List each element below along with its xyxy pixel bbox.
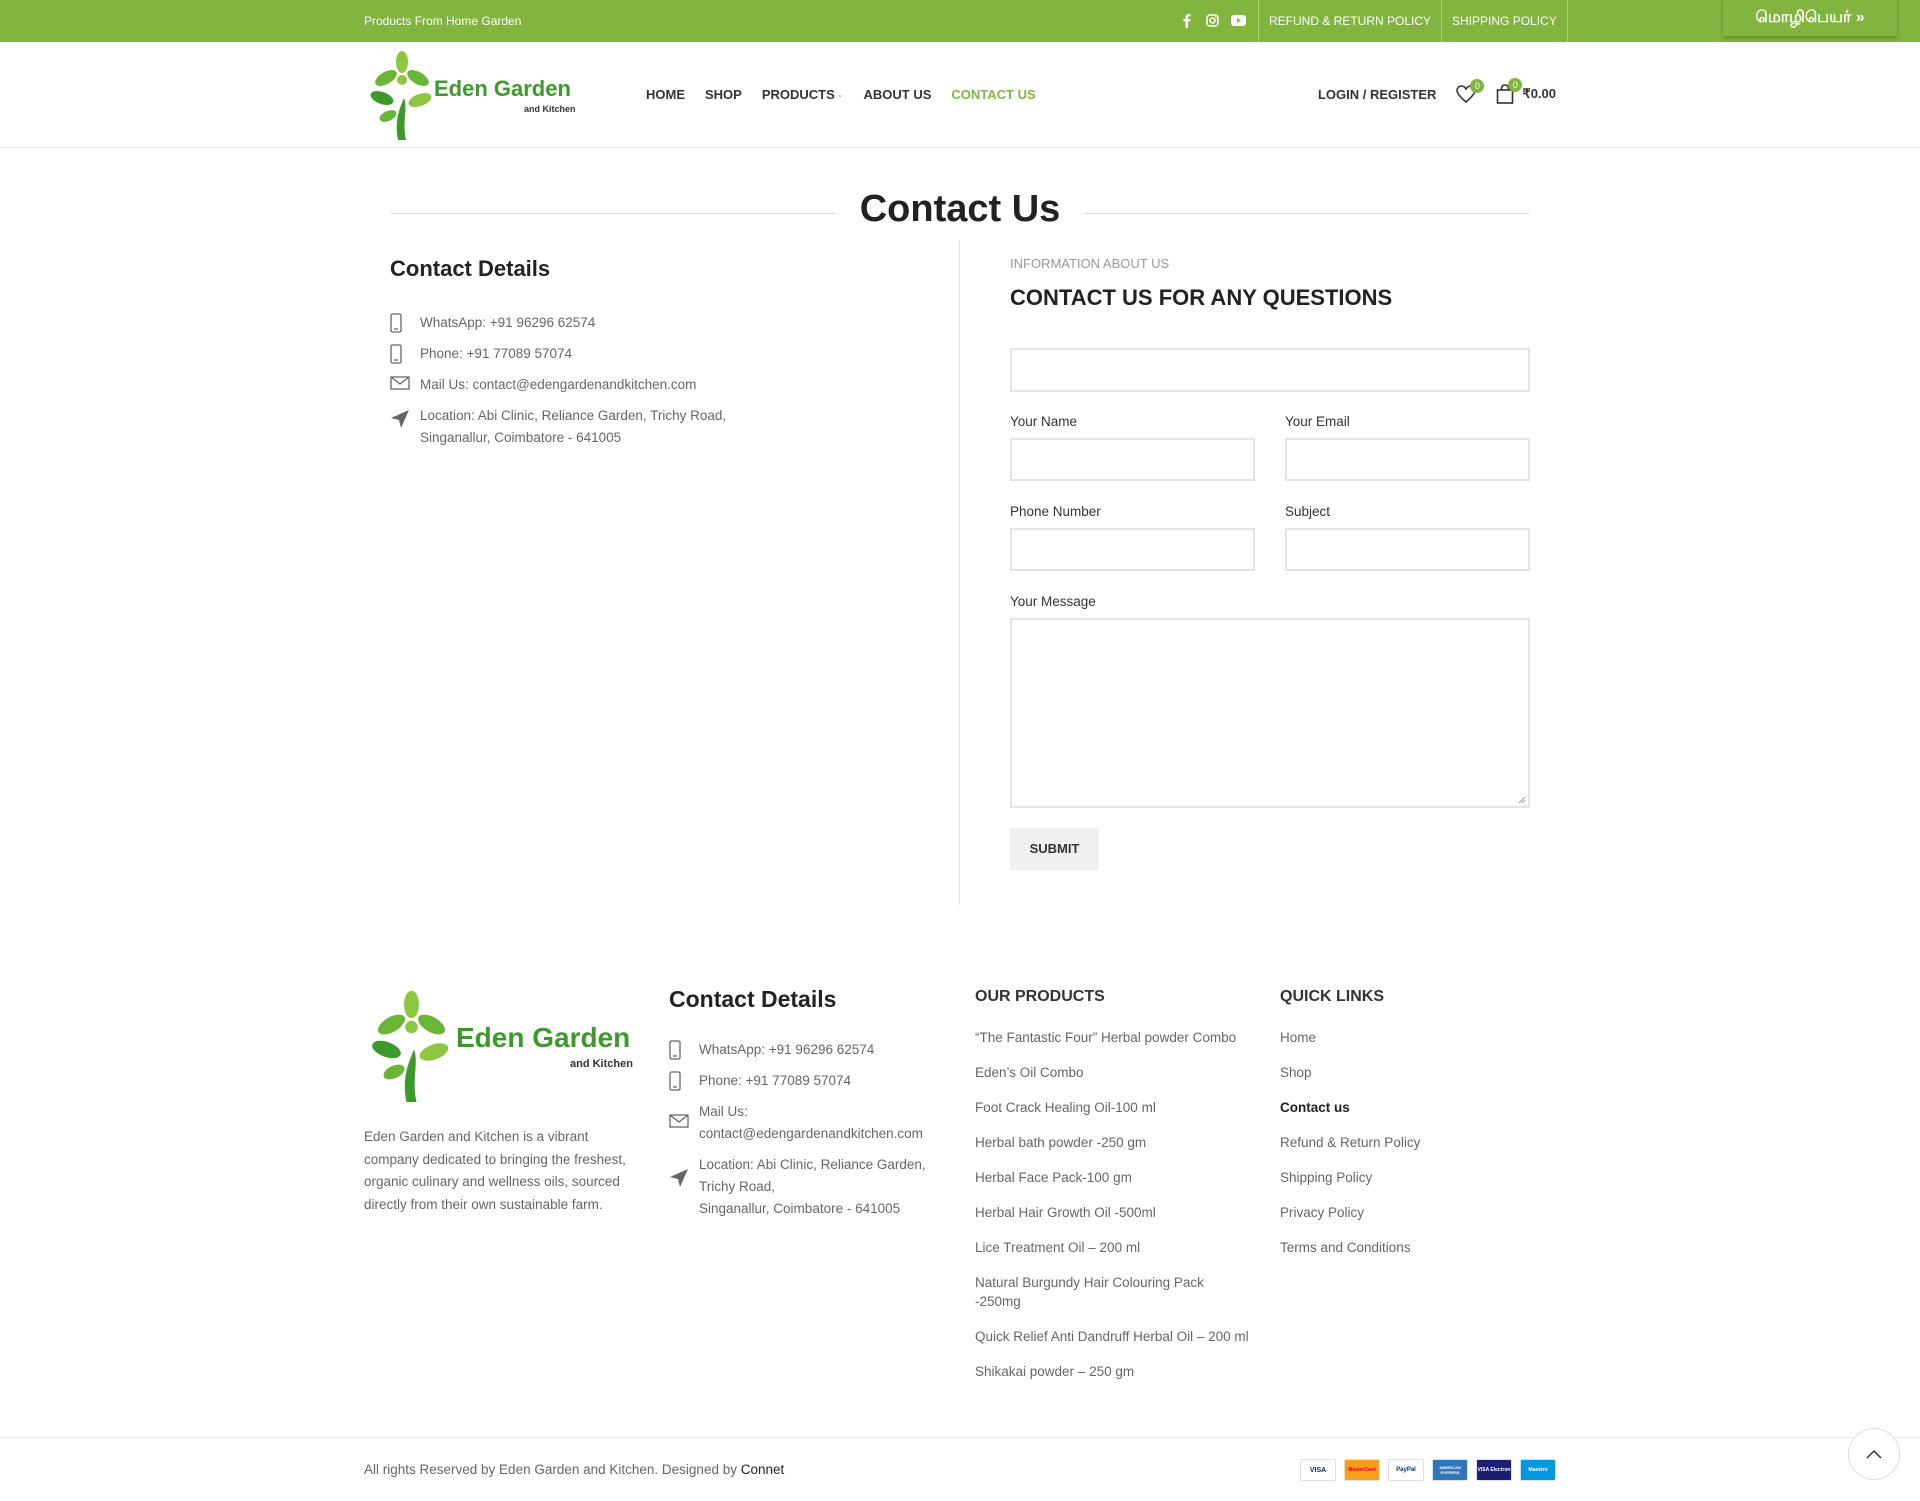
mobile-phone-icon: [669, 1039, 699, 1060]
footer-phone-row: [669, 1070, 939, 1092]
location-text: [420, 405, 726, 449]
mail-text[interactable]: Mail Us: contact@edengardenandkitchen.com: [420, 377, 697, 392]
footer-logo-subtitle: and Kitchen: [570, 1058, 633, 1070]
site-header: [0, 42, 1920, 148]
mobile-phone-icon: [669, 1070, 699, 1091]
site-footer: [0, 960, 1920, 1440]
form-heading: CONTACT US FOR ANY QUESTIONS: [1010, 285, 1393, 310]
payment-methods: [1300, 1459, 1556, 1481]
top-input-field[interactable]: [1010, 348, 1530, 392]
nav-contact[interactable]: CONTACT US: [951, 86, 1036, 102]
translate-button[interactable]: மொழிபெயர் »: [1723, 0, 1897, 36]
footer-location-row: [669, 1154, 939, 1220]
footer-links-heading: QUICK LINKS: [1280, 988, 1384, 1005]
nav-shop[interactable]: SHOP: [705, 86, 742, 102]
main-nav: [646, 42, 1036, 146]
footer-link-terms[interactable]: Terms and Conditions: [1280, 1240, 1411, 1255]
location-line-1: Location: Abi Clinic, Reliance Garden, Trichy Road,: [420, 408, 727, 423]
nav-home[interactable]: HOME: [646, 86, 685, 102]
footer-product-link[interactable]: Herbal bath powder -250 gm: [975, 1135, 1147, 1150]
mastercard-icon: MasterCard: [1344, 1459, 1380, 1481]
designer-link[interactable]: Connet: [740, 1462, 785, 1477]
nav-about[interactable]: ABOUT US: [863, 86, 932, 102]
page-title-block: [390, 188, 1530, 240]
whatsapp-row: [390, 312, 930, 334]
youtube-icon[interactable]: [1230, 11, 1246, 29]
facebook-icon[interactable]: [1178, 11, 1194, 29]
social-links: [1178, 11, 1246, 29]
footer-links-column: [1280, 988, 1550, 1273]
mail-row: [390, 374, 930, 396]
footer-logo[interactable]: [364, 988, 634, 1106]
login-register-link[interactable]: LOGIN / REGISTER: [1317, 86, 1437, 102]
footer-link-shop[interactable]: Shop: [1280, 1065, 1312, 1080]
phone-row: [390, 343, 930, 365]
cart-total: ₹0.00: [1522, 86, 1556, 101]
footer-link-contact[interactable]: Contact us: [1280, 1100, 1350, 1115]
footer-mail-label: Mail Us:: [699, 1104, 748, 1119]
chevron-up-icon: [1866, 1449, 1882, 1459]
footer-contact-column: [669, 986, 939, 1229]
cart-icon-wrap: [1496, 80, 1518, 104]
chevron-down-icon: ⌄: [836, 89, 844, 99]
footer-mail-value: contact@edengardenandkitchen.com: [699, 1126, 923, 1141]
footer-link-home[interactable]: Home: [1280, 1030, 1317, 1045]
top-bar-links: [1258, 0, 1568, 42]
email-label: Your Email: [1285, 414, 1350, 429]
footer-location-text: [699, 1154, 926, 1220]
footer-product-link[interactable]: Shikakai powder – 250 gm: [975, 1364, 1135, 1379]
footer-contact-heading: Contact Details: [669, 986, 837, 1012]
name-label: Your Name: [1010, 414, 1078, 429]
cart-count: 0: [1508, 78, 1522, 92]
cart-button[interactable]: [1496, 80, 1556, 104]
visa-electron-icon: VISA Electron: [1476, 1459, 1512, 1481]
name-input[interactable]: [1010, 438, 1255, 481]
location-row: [390, 405, 930, 449]
footer-whatsapp-row: [669, 1039, 939, 1061]
footer-products-list: [975, 1028, 1250, 1381]
footer-product-link[interactable]: Foot Crack Healing Oil-100 ml: [975, 1100, 1156, 1115]
nav-products-wrap: [762, 87, 844, 102]
copyright-prefix: All rights Reserved by Eden Garden and Kitchen. Designed by: [364, 1462, 741, 1477]
footer-about-text: Eden Garden and Kitchen is a vibrant company dedicated to bringing the freshest, organic culinary and wellness oils, sourced directly from their own sustainable farm.: [364, 1129, 626, 1212]
email-input[interactable]: [1285, 438, 1530, 481]
logo-tree-icon: [364, 50, 444, 142]
phone-input[interactable]: [1010, 528, 1255, 571]
nav-products[interactable]: PRODUCTS: [761, 86, 835, 102]
site-logo[interactable]: [364, 50, 579, 142]
scroll-to-top-button[interactable]: [1848, 1428, 1900, 1480]
whatsapp-text[interactable]: WhatsApp: +91 96296 62574: [420, 315, 596, 330]
logo-tree-icon: [364, 988, 464, 1106]
phone-label: Phone Number: [1010, 504, 1101, 519]
message-label: Your Message: [1010, 594, 1096, 609]
footer-quick-links: [1280, 1028, 1550, 1257]
footer-link-privacy[interactable]: Privacy Policy: [1280, 1205, 1365, 1220]
footer-mail-text[interactable]: [699, 1101, 923, 1145]
footer-link-shipping[interactable]: Shipping Policy: [1280, 1170, 1373, 1185]
amex-icon: AMERICAN EXPRESS: [1432, 1459, 1468, 1481]
footer-location-line-1: Location: Abi Clinic, Reliance Garden,: [699, 1157, 926, 1172]
envelope-icon: [669, 1101, 699, 1129]
footer-whatsapp-text[interactable]: WhatsApp: +91 96296 62574: [699, 1042, 875, 1057]
location-arrow-icon: [390, 405, 420, 429]
paypal-icon: PayPal: [1388, 1459, 1424, 1481]
mobile-phone-icon: [390, 343, 420, 364]
subject-label: Subject: [1285, 504, 1331, 519]
resize-handle-icon[interactable]: [1518, 796, 1526, 804]
contact-details-heading: Contact Details: [390, 256, 551, 281]
footer-mail-row: [669, 1101, 939, 1145]
header-actions: [1318, 42, 1556, 146]
footer-product-link[interactable]: Herbal Hair Growth Oil -500ml: [975, 1205, 1156, 1220]
footer-location-line-3: Singanallur, Coimbatore - 641005: [699, 1201, 901, 1216]
footer-logo-title: Eden Garden: [456, 1022, 631, 1053]
location-line-2: Singanallur, Coimbatore - 641005: [420, 430, 622, 445]
footer-phone-text[interactable]: Phone: +91 77089 57074: [699, 1073, 852, 1088]
footer-products-column: [975, 988, 1250, 1397]
submit-button[interactable]: SUBMIT: [1010, 828, 1099, 870]
instagram-icon[interactable]: [1204, 11, 1220, 29]
logo-subtitle: and Kitchen: [524, 104, 576, 114]
wishlist-button[interactable]: [1456, 81, 1480, 103]
message-textarea[interactable]: [1010, 618, 1530, 808]
footer-product-link[interactable]: Herbal Face Pack-100 gm: [975, 1170, 1132, 1185]
top-bar-tagline: Products From Home Garden: [364, 14, 522, 28]
shipping-policy-link[interactable]: SHIPPING POLICY: [1441, 0, 1568, 42]
footer-location-line-2: Trichy Road,: [699, 1179, 776, 1194]
copyright-text: [364, 1462, 784, 1477]
copyright-bar: [0, 1437, 1920, 1501]
mobile-phone-icon: [390, 312, 420, 333]
column-divider: [959, 240, 960, 905]
phone-text[interactable]: Phone: +91 77089 57074: [420, 346, 573, 361]
logo-title: Eden Garden: [434, 76, 571, 101]
location-arrow-icon: [669, 1154, 699, 1188]
refund-policy-link[interactable]: REFUND & RETURN POLICY: [1258, 0, 1441, 42]
footer-products-heading: OUR PRODUCTS: [975, 988, 1105, 1005]
envelope-icon: [390, 374, 420, 391]
footer-link-refund[interactable]: Refund & Return Policy: [1280, 1135, 1421, 1150]
visa-icon: VISA: [1300, 1459, 1336, 1481]
footer-product-link[interactable]: Eden’s Oil Combo: [975, 1065, 1084, 1080]
info-subtitle: INFORMATION ABOUT US: [1010, 256, 1170, 271]
contact-form-header: [1010, 256, 1530, 311]
contact-details-section: [390, 256, 930, 458]
footer-product-link[interactable]: Natural Burgundy Hair Colouring Pack -250mg: [975, 1275, 1204, 1309]
top-bar: [0, 0, 1920, 42]
wishlist-count: 0: [1470, 79, 1484, 93]
footer-product-link[interactable]: “The Fantastic Four” Herbal powder Combo: [975, 1030, 1237, 1045]
page-title: Contact Us: [859, 188, 1061, 230]
footer-product-link[interactable]: Lice Treatment Oil – 200 ml: [975, 1240, 1141, 1255]
footer-product-link[interactable]: Quick Relief Anti Dandruff Herbal Oil – 200 ml: [975, 1329, 1249, 1344]
maestro-icon: Maestro: [1520, 1459, 1556, 1481]
subject-input[interactable]: [1285, 528, 1530, 571]
